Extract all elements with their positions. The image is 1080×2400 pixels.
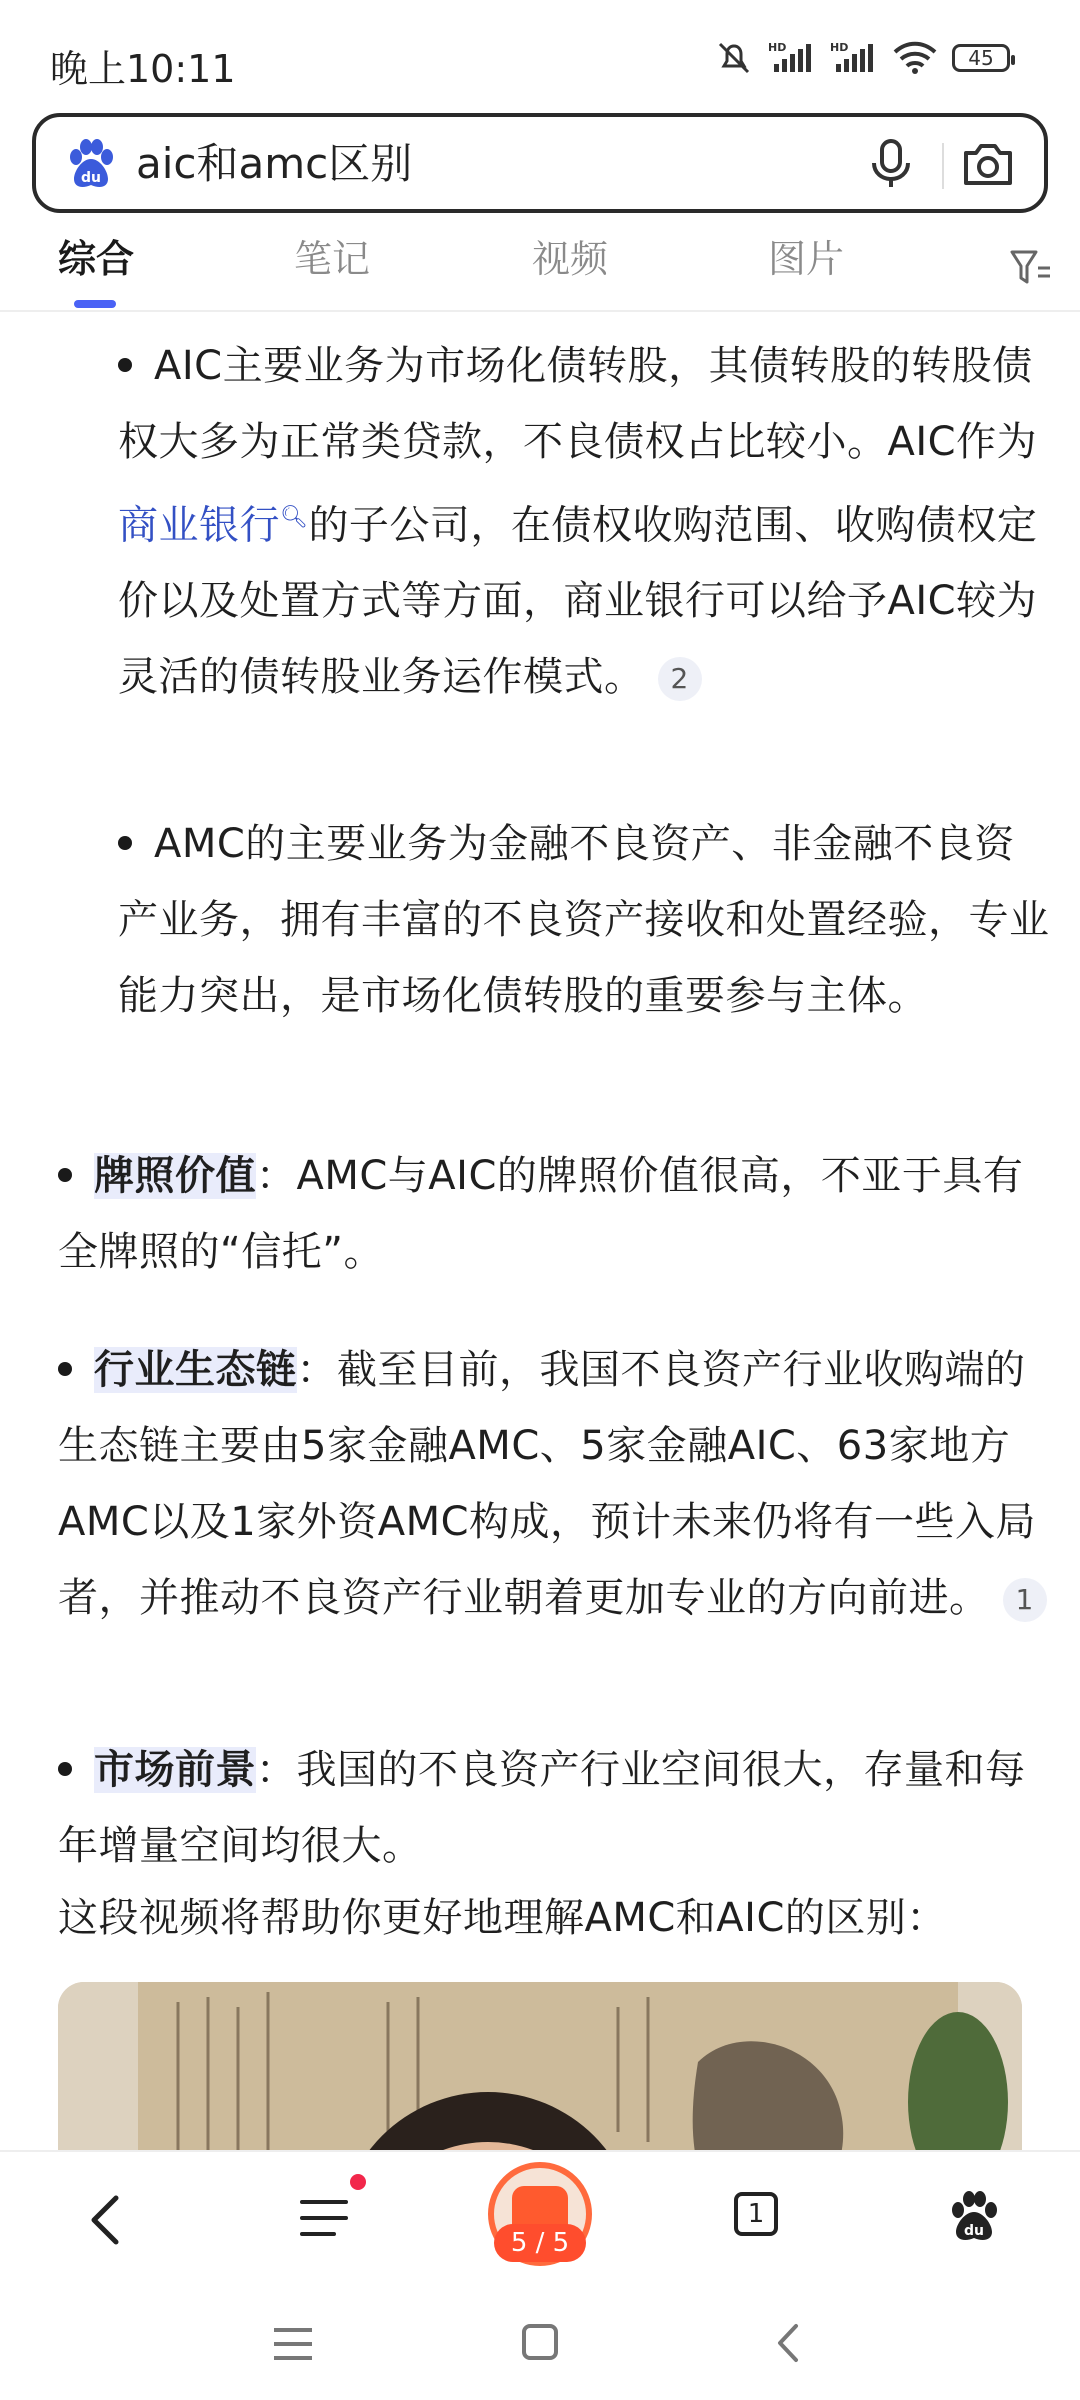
wifi-icon: [892, 40, 938, 76]
bullet-license-value: [58, 1138, 1050, 1290]
bullet-dot: [58, 1362, 72, 1376]
citation-2[interactable]: 2: [658, 657, 702, 701]
svg-text:du: du: [81, 170, 101, 186]
bullet-dot: [58, 1168, 72, 1182]
open-tabs-button[interactable]: 1: [734, 2192, 778, 2236]
video-thumbnail[interactable]: [58, 1982, 1022, 2150]
sub-bullet-aic: [118, 328, 1050, 715]
active-tab-indicator: [74, 300, 116, 308]
result-card: [22, 312, 1058, 2150]
status-bar: [0, 0, 1080, 110]
reward-progress-badge: 5 / 5: [494, 2224, 586, 2262]
aic-text-b: 的子公司，在债权收购范围、收购债权定价以及处置方式等方面，商业银行可以给予AIC较为灵活的债转股业务运作模式。: [118, 502, 1038, 701]
filter-icon[interactable]: [1008, 246, 1052, 290]
market-outlook-text: ：我国的不良资产行业空间很大，存量和每年增量空间均很大。: [58, 1747, 1026, 1869]
baidu-home-icon[interactable]: [946, 2188, 1002, 2244]
svg-text:HD: HD: [830, 41, 849, 54]
link-commercial-bank[interactable]: 商业银行: [118, 502, 280, 549]
search-input[interactable]: aic和amc区别: [136, 139, 413, 188]
notification-dot: [350, 2174, 366, 2190]
camera-icon[interactable]: [960, 137, 1016, 191]
search-divider: [942, 143, 944, 189]
status-time: 晚上10:11: [50, 47, 236, 91]
tab-notes[interactable]: 笔记: [294, 237, 371, 281]
svg-text:HD: HD: [768, 41, 787, 54]
bottom-toolbar: [0, 2150, 1080, 2282]
recent-apps-icon[interactable]: [272, 2326, 314, 2362]
back-arrow-icon[interactable]: [82, 2192, 130, 2248]
amc-text: AMC的主要业务为金融不良资产、非金融不良资产业务，拥有丰富的不良资产接收和处置经验，专业能力突出，是市场化债转股的重要参与主体。: [118, 821, 1050, 1019]
bullet-dot: [118, 358, 132, 372]
system-back-icon[interactable]: [774, 2322, 802, 2364]
bullet-dot: [58, 1762, 72, 1776]
bullet-market-outlook: [58, 1732, 1050, 1884]
tab-images[interactable]: 图片: [768, 237, 845, 281]
search-link-icon[interactable]: 🔍︎: [280, 505, 309, 530]
citation-1[interactable]: 1: [1003, 1578, 1047, 1622]
license-value-text: ：AMC与AIC的牌照价值很高，不亚于具有全牌照的“信托”。: [58, 1153, 1024, 1275]
battery-icon: 45: [952, 44, 1010, 72]
system-navigation-bar: [0, 2280, 1080, 2400]
market-outlook-title: 市场前景: [94, 1747, 256, 1793]
search-box[interactable]: [32, 113, 1048, 213]
bullet-industry-chain: [58, 1332, 1050, 1636]
result-tabs: [0, 228, 1080, 308]
home-icon[interactable]: [522, 2324, 558, 2360]
sub-bullet-amc: [118, 806, 1050, 1034]
license-value-title: 牌照价值: [94, 1153, 256, 1199]
menu-icon[interactable]: [298, 2192, 350, 2244]
mic-icon[interactable]: [864, 137, 918, 191]
industry-chain-title: 行业生态链: [94, 1347, 297, 1393]
search-result-content: [0, 312, 1080, 2150]
aic-text-a: AIC主要业务为市场化债转股，其债转股的转股债权大多为正常类贷款，不良债权占比较小。AIC作为: [118, 343, 1038, 465]
status-icons: [714, 40, 1010, 76]
industry-chain-text: ：截至目前，我国不良资产行业收购端的生态链主要由5家金融AMC、5家金融AIC、63家地方AMC以及1家外资AMC构成，预计未来仍将有一些入局者，并推动不良资产行业朝着更加专业的方向前进。: [58, 1347, 1037, 1621]
svg-text:du: du: [964, 2223, 984, 2239]
mute-icon: [714, 40, 754, 76]
signal-icon-2: [830, 40, 878, 76]
signal-icon: [768, 40, 816, 76]
tab-all[interactable]: 综合: [58, 237, 135, 281]
video-intro-text: 这段视频将帮助你更好地理解AMC和AIC的区别：: [58, 1895, 947, 1941]
video-frame-image: [58, 1982, 1022, 2150]
bullet-dot: [118, 836, 132, 850]
tab-videos[interactable]: 视频: [532, 237, 609, 281]
baidu-logo-icon: [64, 137, 118, 191]
